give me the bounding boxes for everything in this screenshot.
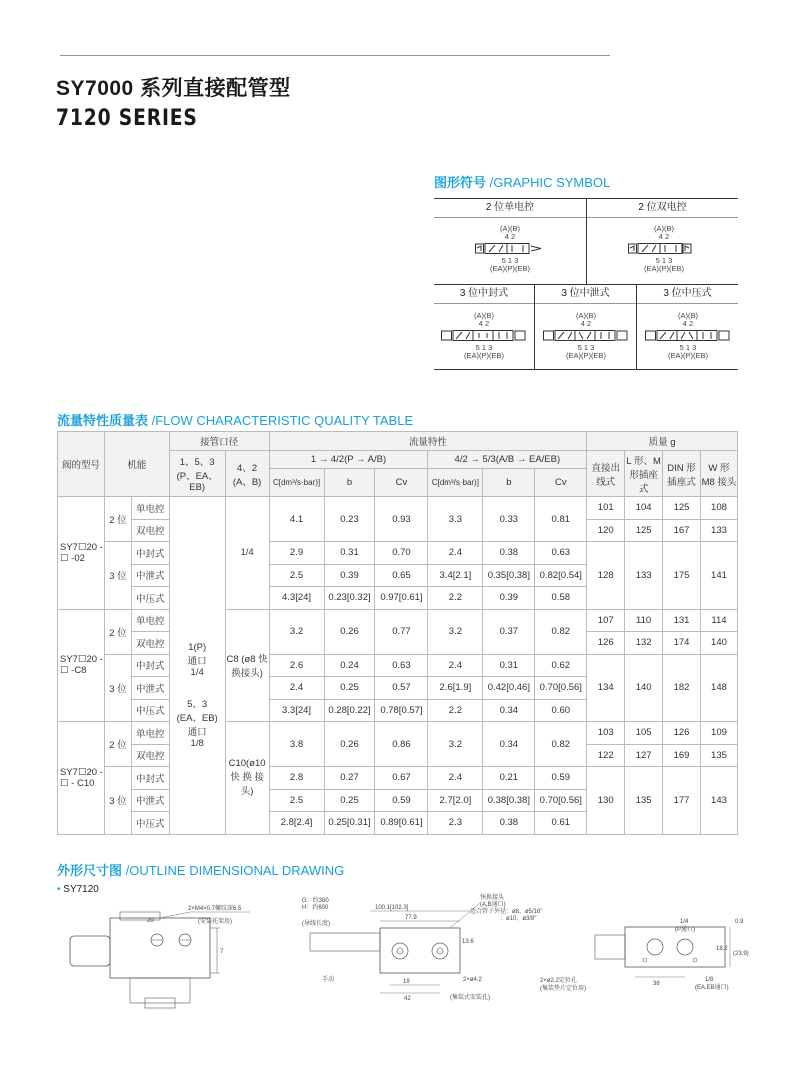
- col-mass-3: DIN 形插座式: [663, 451, 701, 497]
- function-cell: 双电控: [131, 519, 169, 542]
- valve-symbol: (A)(B) 4 2 5 1 3 (EA)(P)(EB): [464, 225, 556, 273]
- flow-value: 2.4: [428, 654, 483, 677]
- flow-value: 2.2: [428, 699, 483, 722]
- svg-text:快换接头: 快换接头: [480, 895, 505, 901]
- valve-symbol: (A)(B) 4 2 5 1 3 (EA)(P)(EB): [438, 312, 530, 360]
- svg-text:(23.9): (23.9): [733, 951, 749, 957]
- flow-value: 0.33: [483, 497, 535, 542]
- function-cell: 中泄式: [131, 564, 169, 587]
- flow-value: 2.6[1.9]: [428, 677, 483, 700]
- col-function: 机能: [104, 432, 169, 497]
- flow-value: 0.77: [375, 609, 428, 654]
- function-cell: 双电控: [131, 632, 169, 655]
- mass-value: 130: [587, 767, 625, 835]
- col-mass-1: 直接出线式: [587, 451, 625, 497]
- flow-value: 0.26: [324, 722, 375, 767]
- svg-text:：ø10、ø3/8": ：ø10、ø3/8": [500, 916, 537, 922]
- flow-value: 0.23[0.32]: [324, 587, 375, 610]
- flow-value: 0.86: [375, 722, 428, 767]
- svg-text:H：约600: H：约600: [302, 905, 329, 911]
- function-cell: 单电控: [131, 497, 169, 520]
- svg-text:(P通口): (P通口): [675, 927, 695, 933]
- col-c: C[dm³/s·bar)]: [269, 469, 324, 497]
- flow-value: 0.35[0.38]: [483, 564, 535, 587]
- col-b: b: [324, 469, 375, 497]
- position-cell: 2 位: [104, 497, 131, 542]
- flow-value: 2.9: [269, 542, 324, 565]
- graphic-symbol-table: [434, 198, 738, 370]
- flow-value: 2.4: [428, 542, 483, 565]
- position-cell: 3 位: [104, 767, 131, 835]
- mass-value: 122: [587, 744, 625, 767]
- function-cell: 中封式: [131, 767, 169, 790]
- mass-value: 135: [700, 744, 737, 767]
- flow-value: 0.82: [535, 609, 587, 654]
- outline-title: 外形尺寸图 /OUTLINE DIMENSIONAL DRAWING: [57, 863, 345, 878]
- svg-text:(导线长度): (导线长度): [302, 921, 330, 927]
- flow-value: 3.3[24]: [269, 699, 324, 722]
- col-mass-4: W 形 M8 接头: [700, 451, 737, 497]
- header-rule: [60, 55, 610, 56]
- function-cell: 单电控: [131, 722, 169, 745]
- svg-text:1/4: 1/4: [680, 919, 689, 925]
- flow-value: 0.82[0.54]: [535, 564, 587, 587]
- svg-text:0.9: 0.9: [735, 919, 744, 925]
- port-42-cell: C10(ø10 快 换 接 头): [225, 722, 269, 835]
- mass-value: 148: [700, 654, 737, 722]
- mass-value: 128: [587, 542, 625, 610]
- svg-text:(A,B通口): (A,B通口): [480, 902, 506, 908]
- svg-text:7: 7: [220, 949, 224, 955]
- drawing-front-view: [300, 893, 543, 1003]
- flow-value: 0.38: [483, 542, 535, 565]
- flow-value: 0.67: [375, 767, 428, 790]
- flow-value: 0.21: [483, 767, 535, 790]
- model-cell: SY7☐20 - ☐ - C10: [58, 722, 105, 835]
- col-port-42: 4、2 (A、B): [225, 451, 269, 497]
- flow-value: 0.93: [375, 497, 428, 542]
- mass-value: 131: [663, 609, 701, 632]
- flow-value: 0.61: [535, 812, 587, 835]
- symbol-header: 3 位中封式: [434, 285, 534, 304]
- valve-icon: [543, 330, 629, 340]
- col-cv: Cv: [375, 469, 428, 497]
- function-cell: 中封式: [131, 654, 169, 677]
- col-model: 阀的型号: [58, 432, 105, 497]
- valve-symbol: (A)(B) 4 2 5 1 3 (EA)(P)(EB): [540, 312, 632, 360]
- drawing-bottom-view: [535, 915, 750, 1005]
- flow-value: 2.6: [269, 654, 324, 677]
- flow-value: 0.81: [535, 497, 587, 542]
- flow-value: 2.5: [269, 789, 324, 812]
- flow-value: 0.25[0.31]: [324, 812, 375, 835]
- svg-text:(集装式安装孔): (集装式安装孔): [450, 995, 490, 1001]
- col-mass-2: L 形、M 形插座式: [625, 451, 663, 497]
- function-cell: 中封式: [131, 542, 169, 565]
- mass-value: 105: [625, 722, 663, 745]
- svg-text:(EA,EB通口): (EA,EB通口): [695, 985, 729, 991]
- svg-text:77.9: 77.9: [405, 915, 417, 921]
- table-row: [58, 609, 738, 632]
- col-flow: 流量特性: [269, 432, 587, 451]
- flow-value: 0.39: [324, 564, 375, 587]
- position-cell: 2 位: [104, 722, 131, 767]
- mass-value: 107: [587, 609, 625, 632]
- page-subtitle: 7120 SERIES: [56, 106, 198, 131]
- table-row: [58, 767, 738, 790]
- col-port-135: 1、5、3 (P、EA、EB): [169, 451, 225, 497]
- function-cell: 中压式: [131, 587, 169, 610]
- flow-table-title: 流量特性质量表 /FLOW CHARACTERISTIC QUALITY TABLE: [57, 413, 414, 428]
- flow-value: 3.2: [428, 722, 483, 767]
- valve-icon: [475, 243, 545, 253]
- svg-text:100.1[102.3]: 100.1[102.3]: [375, 905, 409, 911]
- svg-text:适合管子外径：ø8、ø5/16": 适合管子外径：ø8、ø5/16": [470, 909, 543, 915]
- position-cell: 3 位: [104, 542, 131, 610]
- symbol-header: 2 位单电控: [434, 199, 586, 218]
- flow-value: 0.38[0.38]: [483, 789, 535, 812]
- flow-value: 0.59: [375, 789, 428, 812]
- model-cell: SY7☐20 - ☐ -02: [58, 497, 105, 610]
- flow-value: 0.65: [375, 564, 428, 587]
- flow-value: 2.5: [269, 564, 324, 587]
- svg-text:19: 19: [403, 979, 410, 985]
- function-cell: 中压式: [131, 812, 169, 835]
- symbol-header: 3 位中泄式: [535, 285, 636, 304]
- function-cell: 双电控: [131, 744, 169, 767]
- flow-value: 0.82: [535, 722, 587, 767]
- mass-value: 126: [587, 632, 625, 655]
- position-cell: 3 位: [104, 654, 131, 722]
- svg-text:2×ø4.2: 2×ø4.2: [463, 977, 482, 983]
- mass-value: 109: [700, 722, 737, 745]
- function-cell: 单电控: [131, 609, 169, 632]
- mass-value: 182: [663, 654, 701, 722]
- mass-value: 126: [663, 722, 701, 745]
- valve-symbol: (A)(B) 4 2 5 1 3 (EA)(P)(EB): [642, 312, 734, 360]
- flow-value: 0.60: [535, 699, 587, 722]
- flow-value: 2.3: [428, 812, 483, 835]
- position-cell: 2 位: [104, 609, 131, 654]
- flow-value: 0.59: [535, 767, 587, 790]
- function-cell: 中泄式: [131, 677, 169, 700]
- flow-value: 0.70: [375, 542, 428, 565]
- table-row: [58, 722, 738, 745]
- col-flow-b: 4/2 → 5/3(A/B → EA/EB): [428, 451, 587, 469]
- flow-value: 0.89[0.61]: [375, 812, 428, 835]
- port-42-cell: C8 (ø8 快换接头): [225, 609, 269, 722]
- flow-value: 0.31: [324, 542, 375, 565]
- flow-value: 0.27: [324, 767, 375, 790]
- svg-text:2×ø2.2定位孔: 2×ø2.2定位孔: [540, 978, 577, 984]
- svg-text:18.2: 18.2: [716, 946, 728, 952]
- mass-value: 104: [625, 497, 663, 520]
- flow-characteristic-table: [57, 431, 738, 835]
- flow-value: 0.63: [375, 654, 428, 677]
- mass-value: 110: [625, 609, 663, 632]
- flow-value: 0.25: [324, 789, 375, 812]
- flow-value: 0.25: [324, 677, 375, 700]
- valve-icon: [441, 330, 527, 340]
- valve-symbol: (A)(B) 4 2 5 1 3 (EA)(P)(EB): [618, 225, 710, 273]
- mass-value: 141: [700, 542, 737, 610]
- table-row: [58, 654, 738, 677]
- mass-value: 140: [700, 632, 737, 655]
- port-135-cell: 1(P) 通口 1/4 5、3 (EA、EB) 通口 1/8: [169, 497, 225, 835]
- function-cell: 中压式: [131, 699, 169, 722]
- flow-value: 0.42[0.46]: [483, 677, 535, 700]
- svg-text:2×M4×0.7螺纹深6.5: 2×M4×0.7螺纹深6.5: [188, 906, 242, 912]
- col-b: b: [483, 469, 535, 497]
- flow-value: 4.1: [269, 497, 324, 542]
- mass-value: 140: [625, 654, 663, 722]
- mass-value: 114: [700, 609, 737, 632]
- mass-value: 120: [587, 519, 625, 542]
- flow-value: 0.37: [483, 609, 535, 654]
- flow-value: 0.34: [483, 699, 535, 722]
- col-c: C[dm³/s·bar)]: [428, 469, 483, 497]
- flow-value: 2.7[2.0]: [428, 789, 483, 812]
- svg-text:42: 42: [404, 996, 411, 1002]
- mass-value: 127: [625, 744, 663, 767]
- flow-value: 0.97[0.61]: [375, 587, 428, 610]
- svg-text:20: 20: [147, 918, 154, 924]
- outline-model: • SY7120: [57, 884, 99, 895]
- drawing-side-view: [60, 898, 290, 1013]
- model-cell: SY7☐20 - ☐ -C8: [58, 609, 105, 722]
- flow-value: 3.8: [269, 722, 324, 767]
- mass-value: 174: [663, 632, 701, 655]
- flow-value: 0.28[0.22]: [324, 699, 375, 722]
- valve-icon: [645, 330, 731, 340]
- table-row: [58, 497, 738, 520]
- page-title: SY7000 系列直接配管型: [56, 77, 291, 100]
- svg-text:手动: 手动: [322, 977, 335, 983]
- flow-value: 0.26: [324, 609, 375, 654]
- mass-value: 167: [663, 519, 701, 542]
- flow-value: 2.4: [428, 767, 483, 790]
- svg-text:(集装垫片定位用): (集装垫片定位用): [540, 986, 586, 992]
- flow-value: 2.8[2.4]: [269, 812, 324, 835]
- svg-text:13.6: 13.6: [462, 939, 474, 945]
- flow-value: 0.39: [483, 587, 535, 610]
- flow-value: 0.70[0.56]: [535, 789, 587, 812]
- flow-value: 0.38: [483, 812, 535, 835]
- mass-value: 125: [663, 497, 701, 520]
- flow-value: 0.24: [324, 654, 375, 677]
- mass-value: 177: [663, 767, 701, 835]
- mass-value: 135: [625, 767, 663, 835]
- col-port-size: 接管口径: [169, 432, 269, 451]
- flow-value: 3.2: [428, 609, 483, 654]
- symbol-header: 2 位双电控: [587, 199, 738, 218]
- svg-text:1/8: 1/8: [705, 977, 714, 983]
- col-mass: 质量 g: [587, 432, 738, 451]
- mass-value: 108: [700, 497, 737, 520]
- flow-value: 0.58: [535, 587, 587, 610]
- port-42-cell: 1/4: [225, 497, 269, 610]
- mass-value: 175: [663, 542, 701, 610]
- mass-value: 143: [700, 767, 737, 835]
- mass-value: 133: [700, 519, 737, 542]
- flow-value: 0.63: [535, 542, 587, 565]
- svg-text:G：约300: G：约300: [302, 898, 329, 904]
- function-cell: 中泄式: [131, 789, 169, 812]
- valve-icon: [628, 243, 700, 253]
- mass-value: 133: [625, 542, 663, 610]
- flow-value: 2.8: [269, 767, 324, 790]
- mass-value: 132: [625, 632, 663, 655]
- flow-value: 2.2: [428, 587, 483, 610]
- mass-value: 101: [587, 497, 625, 520]
- col-flow-a: 1 → 4/2(P → A/B): [269, 451, 428, 469]
- graphic-symbol-title: 图形符号 /GRAPHIC SYMBOL: [434, 175, 611, 190]
- flow-value: 3.4[2.1]: [428, 564, 483, 587]
- flow-value: 3.3: [428, 497, 483, 542]
- symbol-header: 3 位中压式: [637, 285, 738, 304]
- flow-value: 2.4: [269, 677, 324, 700]
- flow-value: 3.2: [269, 609, 324, 654]
- flow-value: 0.62: [535, 654, 587, 677]
- flow-value: 0.78[0.57]: [375, 699, 428, 722]
- flow-value: 0.57: [375, 677, 428, 700]
- mass-value: 125: [625, 519, 663, 542]
- flow-value: 0.31: [483, 654, 535, 677]
- svg-text:(安装托架用): (安装托架用): [198, 919, 232, 925]
- col-cv: Cv: [535, 469, 587, 497]
- table-row: [58, 542, 738, 565]
- flow-value: 0.70[0.56]: [535, 677, 587, 700]
- flow-value: 0.23: [324, 497, 375, 542]
- mass-value: 169: [663, 744, 701, 767]
- svg-text:36: 36: [653, 981, 660, 987]
- flow-value: 4.3[24]: [269, 587, 324, 610]
- mass-value: 134: [587, 654, 625, 722]
- mass-value: 103: [587, 722, 625, 745]
- flow-value: 0.34: [483, 722, 535, 767]
